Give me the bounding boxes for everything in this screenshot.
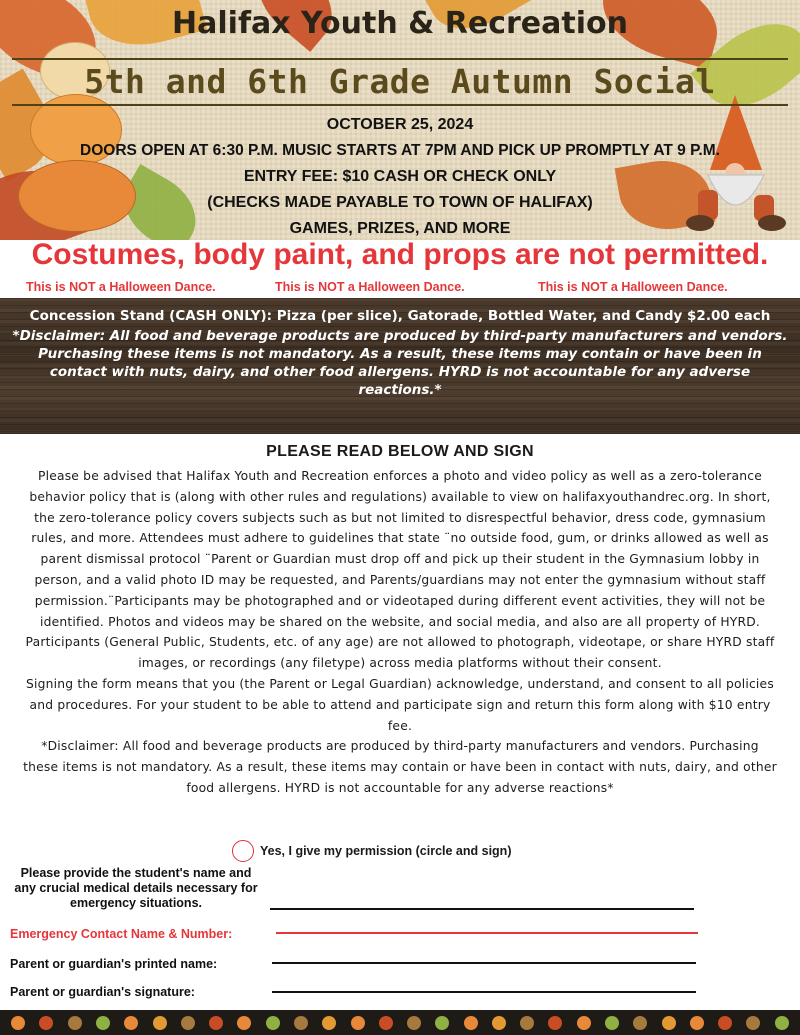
halloween-notice: This is NOT a Halloween Dance. — [275, 280, 465, 294]
leaf-icon — [96, 1016, 110, 1030]
signature-line[interactable] — [272, 991, 696, 993]
event-extras: GAMES, PRIZES, AND MORE — [289, 220, 511, 237]
leaf-icon — [718, 1016, 732, 1030]
leaf-icon — [605, 1016, 619, 1030]
event-title: 5th and 6th Grade Autumn Social — [84, 62, 716, 101]
leaf-icon — [39, 1016, 53, 1030]
permission-circle[interactable] — [232, 840, 254, 862]
pumpkin-icon — [577, 1016, 591, 1030]
concession-text: Concession Stand (CASH ONLY): Pizza (per slice), Gatorade, Bottled Water, and Candy $2.00 each — [29, 308, 771, 324]
read-and-sign-heading: PLEASE READ BELOW AND SIGN — [266, 443, 534, 460]
costume-warning-heading: Costumes, body paint, and props are not permitted. — [31, 238, 769, 271]
student-info-line[interactable] — [270, 908, 694, 910]
policy-paragraph: Please be advised that Halifax Youth and Recreation enforces a photo and video policy as well as a zero-tolerance behavior policy that is (along with other rules and regulations) available to view on halifaxyouthandrec.org. In short, the zero-tolerance policy covers subjects such as but not limited to disrespectful behavior, dress code, gymnasium rules, and more. Attendees must adhere to guidelines that state ¨no outside food, gum, or drinks allowed as well as parent dismissal protocol ¨Parent or Guardian must drop off and pick up their student in the Gymnasium lobby in person, and a valid photo ID may be requested, and Parents/guardians may not enter the gymnasium without staff permission.¨Participants may be photographed and or videotaped during different event activities, they will not be identified. Photos and videos may be shared on the website, and social media, and also are all property of HYRD. Participants (General Public, Students, etc. of any age) are not allowed to photograph, videotape, or share HYRD staff images, or recordings (any filetype) across media platforms without their consent. — [25, 469, 775, 671]
printed-name-line[interactable] — [272, 962, 696, 964]
pumpkin-icon — [464, 1016, 478, 1030]
emergency-contact-label: Emergency Contact Name & Number: — [10, 927, 233, 941]
leaf-icon — [153, 1016, 167, 1030]
leaf-icon — [266, 1016, 280, 1030]
acorn-icon — [294, 1016, 308, 1030]
leaf-icon — [775, 1016, 789, 1030]
leaf-icon — [548, 1016, 562, 1030]
acorn-icon — [633, 1016, 647, 1030]
acorn-icon — [181, 1016, 195, 1030]
acorn-icon — [520, 1016, 534, 1030]
halloween-notice: This is NOT a Halloween Dance. — [26, 280, 216, 294]
autumn-border-strip — [0, 1010, 800, 1035]
autumn-header-banner — [0, 0, 800, 240]
divider — [12, 58, 788, 60]
permission-label: Yes, I give my permission (circle and sign) — [260, 844, 512, 858]
policy-paragraph: Signing the form means that you (the Parent or Legal Guardian) acknowledge, understand, and consent to all policies and procedures. For your student to be able to attend and participate sign and return this form along with $10 entry fee. — [26, 676, 774, 733]
pumpkin-icon — [124, 1016, 138, 1030]
concession-panel — [0, 298, 800, 434]
signature-label: Parent or guardian's signature: — [10, 985, 195, 999]
policy-text — [22, 466, 778, 799]
checks-payable: (CHECKS MADE PAYABLE TO TOWN OF HALIFAX) — [207, 194, 593, 211]
pumpkin-icon — [237, 1016, 251, 1030]
concession-disclaimer: *Disclaimer: All food and beverage products are produced by third-party manufacturers and vendors. Purchasing these items is not mandatory. As a result, these items may contain or have been in contact with nuts, dairy, and other food allergens. HYRD is not accountable for any adverse reactions.* — [12, 328, 788, 398]
acorn-icon — [68, 1016, 82, 1030]
halloween-notice: This is NOT a Halloween Dance. — [538, 280, 728, 294]
event-times: DOORS OPEN AT 6:30 P.M. MUSIC STARTS AT 7PM AND PICK UP PROMPTLY AT 9 P.M. — [80, 142, 720, 159]
leaf-icon — [435, 1016, 449, 1030]
pumpkin-icon — [690, 1016, 704, 1030]
leaf-icon — [662, 1016, 676, 1030]
leaf-icon — [209, 1016, 223, 1030]
printed-name-label: Parent or guardian's printed name: — [10, 957, 218, 971]
leaf-icon — [322, 1016, 336, 1030]
emergency-contact-line[interactable] — [276, 932, 698, 934]
student-info-label: Please provide the student's name and any crucial medical details necessary for emergency situations. — [14, 866, 258, 910]
divider — [12, 104, 788, 106]
event-date: OCTOBER 25, 2024 — [326, 116, 474, 133]
leaf-icon — [492, 1016, 506, 1030]
pumpkin-icon — [11, 1016, 25, 1030]
entry-fee: ENTRY FEE: $10 CASH OR CHECK ONLY — [243, 168, 557, 185]
acorn-icon — [746, 1016, 760, 1030]
policy-paragraph: *Disclaimer: All food and beverage products are produced by third-party manufacturers and vendors. Purchasing these items is not mandatory. As a result, these items may contain or have been in contact with nuts, dairy, and other food allergens. HYRD is not accountable for any adverse reactions* — [23, 739, 777, 795]
organization-title: Halifax Youth & Recreation — [172, 6, 628, 41]
leaf-icon — [379, 1016, 393, 1030]
pumpkin-icon — [351, 1016, 365, 1030]
acorn-icon — [407, 1016, 421, 1030]
permission-statement — [232, 840, 511, 862]
